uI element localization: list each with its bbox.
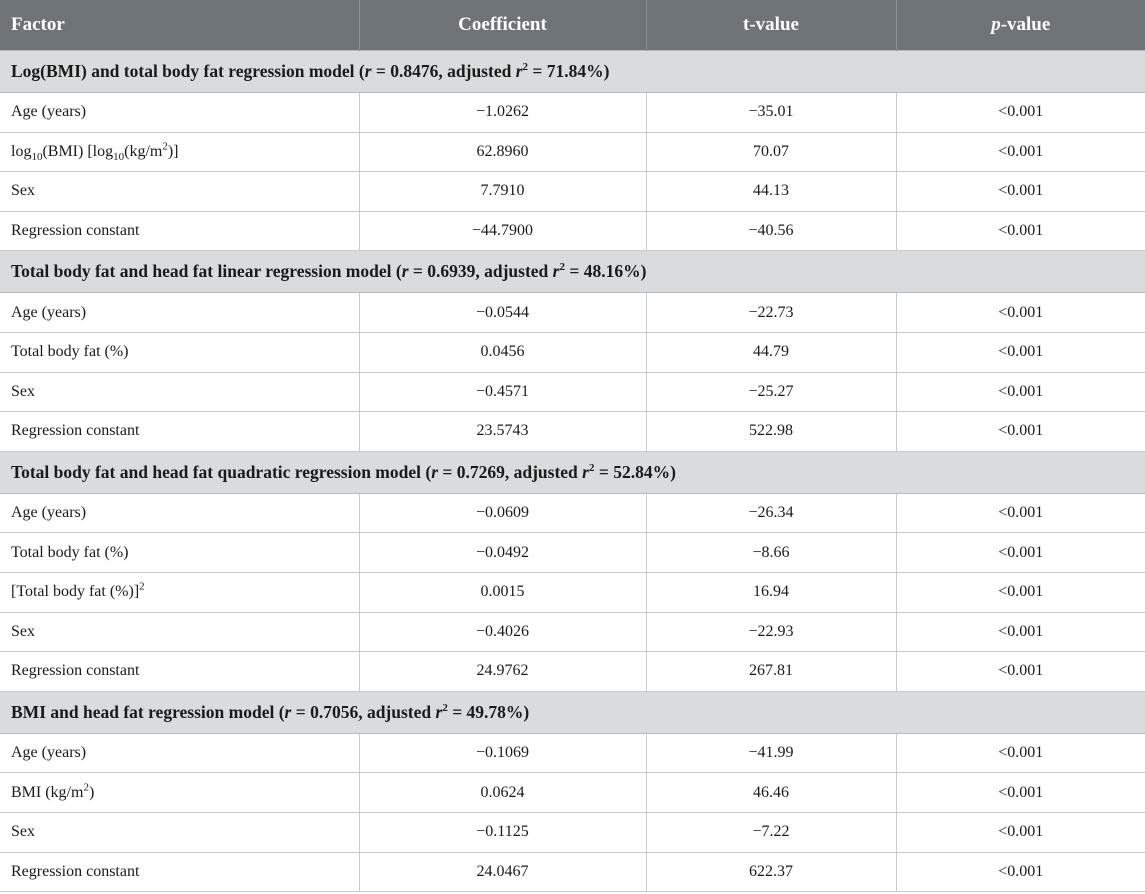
- factor-cell: Sex: [0, 612, 359, 652]
- coefficient-cell: 7.7910: [359, 172, 646, 212]
- pvalue-cell: <0.001: [896, 132, 1145, 172]
- table-row: [0, 733, 1145, 773]
- pvalue-cell: <0.001: [896, 412, 1145, 452]
- factor-cell: Total body fat (%): [0, 332, 359, 372]
- pvalue-cell: <0.001: [896, 533, 1145, 573]
- tvalue-cell: −25.27: [646, 372, 896, 412]
- coefficient-cell: 0.0624: [359, 773, 646, 813]
- tvalue-cell: 46.46: [646, 773, 896, 813]
- tvalue-cell: −22.73: [646, 293, 896, 333]
- header-tvalue: t-value: [646, 0, 896, 51]
- table-row: [0, 172, 1145, 212]
- pvalue-cell: <0.001: [896, 211, 1145, 251]
- factor-cell: Regression constant: [0, 211, 359, 251]
- table-row: [0, 211, 1145, 251]
- tvalue-cell: −35.01: [646, 93, 896, 133]
- tvalue-cell: 70.07: [646, 132, 896, 172]
- coefficient-cell: 24.0467: [359, 852, 646, 892]
- tvalue-cell: −22.93: [646, 612, 896, 652]
- tvalue-cell: −40.56: [646, 211, 896, 251]
- header-factor: Factor: [0, 0, 359, 51]
- factor-cell: Total body fat (%): [0, 533, 359, 573]
- factor-cell: Age (years): [0, 293, 359, 333]
- section-title: Log(BMI) and total body fat regression model (r = 0.8476, adjusted $r^2 = 71.84\%$): [0, 51, 1145, 93]
- coefficient-cell: 0.0456: [359, 332, 646, 372]
- coefficient-cell: −1.0262: [359, 93, 646, 133]
- tvalue-cell: 44.79: [646, 332, 896, 372]
- factor-cell: Age (years): [0, 93, 359, 133]
- coefficient-cell: −44.7900: [359, 211, 646, 251]
- section-header-0: [0, 51, 1145, 93]
- factor-cell: Regression constant: [0, 852, 359, 892]
- tvalue-cell: −41.99: [646, 733, 896, 773]
- section-title: Total body fat and head fat quadratic regression model (r = 0.7269, adjusted $r^2 = 52.84\%$): [0, 451, 1145, 493]
- table-row: [0, 493, 1145, 533]
- section-header-2: [0, 451, 1145, 493]
- pvalue-cell: <0.001: [896, 773, 1145, 813]
- coefficient-cell: −0.1125: [359, 812, 646, 852]
- pvalue-cell: <0.001: [896, 93, 1145, 133]
- header-row: [0, 0, 1145, 51]
- pvalue-cell: <0.001: [896, 812, 1145, 852]
- table-row: [0, 372, 1145, 412]
- pvalue-cell: <0.001: [896, 493, 1145, 533]
- coefficient-cell: −0.4571: [359, 372, 646, 412]
- tvalue-cell: 522.98: [646, 412, 896, 452]
- table-row: [0, 773, 1145, 813]
- pvalue-cell: <0.001: [896, 733, 1145, 773]
- pvalue-cell: <0.001: [896, 612, 1145, 652]
- table-row: [0, 612, 1145, 652]
- tvalue-cell: −26.34: [646, 493, 896, 533]
- tvalue-cell: 16.94: [646, 572, 896, 612]
- coefficient-cell: 24.9762: [359, 652, 646, 692]
- factor-cell: Sex: [0, 372, 359, 412]
- factor-cell: $\log_{10}(BMI)$ $[\log_{10}(kg/m^2)]$: [0, 132, 359, 172]
- table-row: [0, 652, 1145, 692]
- coefficient-cell: −0.0609: [359, 493, 646, 533]
- pvalue-cell: <0.001: [896, 852, 1145, 892]
- table-row: [0, 132, 1145, 172]
- tvalue-cell: −8.66: [646, 533, 896, 573]
- pvalue-cell: <0.001: [896, 652, 1145, 692]
- factor-cell: BMI $(kg/m^2)$: [0, 773, 359, 813]
- tvalue-cell: 622.37: [646, 852, 896, 892]
- section-title: Total body fat and head fat linear regression model (r = 0.6939, adjusted $r^2 = 48.16\%$): [0, 251, 1145, 293]
- table-row: [0, 332, 1145, 372]
- factor-cell: Regression constant: [0, 412, 359, 452]
- pvalue-cell: <0.001: [896, 293, 1145, 333]
- coefficient-cell: −0.1069: [359, 733, 646, 773]
- table-row: [0, 852, 1145, 892]
- coefficient-cell: −0.4026: [359, 612, 646, 652]
- pvalue-cell: <0.001: [896, 172, 1145, 212]
- header-pvalue: [896, 0, 1145, 51]
- coefficient-cell: 0.0015: [359, 572, 646, 612]
- pvalue-rest: -value: [1000, 14, 1051, 35]
- table-row: [0, 293, 1145, 333]
- factor-cell: Sex: [0, 172, 359, 212]
- pvalue-cell: <0.001: [896, 332, 1145, 372]
- factor-cell: Age (years): [0, 493, 359, 533]
- table-row: [0, 812, 1145, 852]
- coefficient-cell: 23.5743: [359, 412, 646, 452]
- table-row: [0, 93, 1145, 133]
- tvalue-cell: 267.81: [646, 652, 896, 692]
- factor-cell: Regression constant: [0, 652, 359, 692]
- section-title: BMI and head fat regression model (r = 0.7056, adjusted $r^2 = 49.78\%$): [0, 691, 1145, 733]
- header-coefficient: Coefficient: [359, 0, 646, 51]
- coefficient-cell: 62.8960: [359, 132, 646, 172]
- factor-cell: Age (years): [0, 733, 359, 773]
- coefficient-cell: −0.0492: [359, 533, 646, 573]
- pvalue-cell: <0.001: [896, 572, 1145, 612]
- factor-cell: Sex: [0, 812, 359, 852]
- table-row: [0, 572, 1145, 612]
- coefficient-cell: −0.0544: [359, 293, 646, 333]
- tvalue-cell: −7.22: [646, 812, 896, 852]
- section-header-3: [0, 691, 1145, 733]
- section-header-1: [0, 251, 1145, 293]
- table-row: [0, 412, 1145, 452]
- factor-cell: [Total body fat (%)]$^2$: [0, 572, 359, 612]
- pvalue-italic: p: [991, 14, 1001, 35]
- table-row: [0, 533, 1145, 573]
- pvalue-cell: <0.001: [896, 372, 1145, 412]
- tvalue-cell: 44.13: [646, 172, 896, 212]
